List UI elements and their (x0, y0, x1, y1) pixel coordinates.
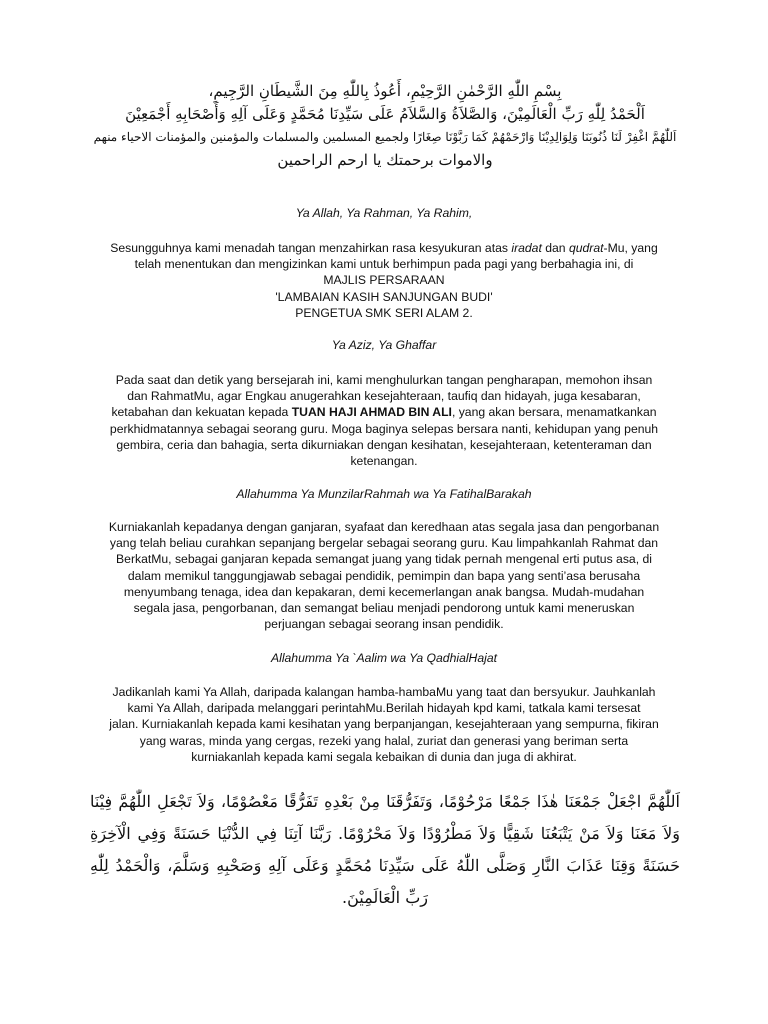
section-paragraph (90, 519, 678, 632)
text-run: -Mu, yang (603, 241, 658, 255)
text-run: dan (541, 241, 569, 255)
paragraph-line: yang telah beliau curahkan sepanjang bergelar sebagai seorang guru. Kau limpahkanlah Rahmat dan (109, 536, 659, 551)
paragraph-line: Pada saat dan detik yang bersejarah ini, kami menghulurkan tangan pengharapan, memohon ihsan (115, 373, 653, 387)
text-run: , yang akan bersara, menamatkankan (451, 405, 657, 420)
section-paragraph (90, 372, 678, 469)
paragraph-line: ketenangan. (350, 454, 418, 469)
section-paragraph (90, 684, 678, 765)
event-name: MAJLIS PERSARAAN (323, 273, 445, 288)
arabic-opening-line: اَلْحَمْدُ لِلّٰهِ رَبِّ الْعَالَمِيْنَ، وَالصَّلاَةُ وَالسَّلاَمُ عَلَى سَيِّدِنَا مُحَمَّدٍ وَعَلَى آلِهِ وَأَصْحَابِهِ أَجْمَعِيْنَ (125, 105, 645, 123)
paragraph-line (90, 404, 678, 420)
text-run: Sesungguhnya kami menadah tangan menzahirkan rasa kesyukuran atas (110, 241, 512, 255)
section-heading: Allahumma Ya MunzilarRahmah wa Ya FatihalBarakah (236, 487, 532, 501)
paragraph-line: Kurniakanlah kepadanya dengan ganjaran, syafaat dan keredhaan atas segala jasa dan pengorbanan (108, 520, 660, 534)
paragraph-line: gembira, ceria dan bahagia, serta dikurniakan dengan kesihatan, kesejahteraan, ketenteraman dan (116, 437, 652, 452)
paragraph-line: menyumbang tenaga, idea dan kepakaran, demi kecemerlangan anak bangsa. Mudah-mudahan (123, 584, 645, 599)
text-run: ketabahan dan kekuatan kepada (111, 405, 292, 420)
paragraph-line: kurniakanlah kepada kami segala kebaikan di dunia dan juga di akhirat. (191, 749, 577, 764)
paragraph-line: segala jasa, pengorbanan, dan semangat beliau menjadi pendorong untuk kami meneruskan (133, 601, 635, 616)
event-subject: PENGETUA SMK SERI ALAM 2. (295, 305, 473, 320)
arabic-opening-line: والاموات برحمتك يا ارحم الراحمين (277, 151, 493, 169)
retiree-name: TUAN HAJI AHMAD BIN ALI (291, 405, 452, 420)
paragraph-line: telah menentukan dan mengizinkan kami untuk berhimpun pada pagi yang berbahagia ini, di (134, 257, 634, 272)
paragraph-line: perjuangan sebagai seorang insan pendidik. (264, 617, 504, 632)
italic-term: qudrat (568, 241, 604, 255)
section-heading: Allahumma Ya `Aalim wa Ya QadhialHajat (270, 651, 498, 665)
arabic-closing-prayer: اَللّٰهُمَّ اجْعَلْ جَمْعَنَا هٰذَا جَمْعًا مَرْحُوْمًا، وَتَفَرُّقَنَا مِنْ بَعْدِهِ تَفَرُّقًا مَعْصُوْمًا، وَلاَ تَجْعَلِ اللّٰهُمَّ فِيْنَا وَلاَ مَعَنَا وَلاَ مَنْ يَتْبَعُنَا شَقِيًّا وَلاَ مَطْرُوْدًا وَلاَ مَحْرُوْمًا. رَبَّنَا آتِنَا فِي الدُّنْيَا حَسَنَةً وَفِي الْآخِرَةِ حَسَنَةً وَقِنَا عَذَابَ النَّارِ وَصَلَّى اللّٰهُ عَلَى سَيِّدِنَا مُحَمَّدٍ وَعَلَى آلِهِ وَصَحْبِهِ وَسَلَّمَ، وَالْحَمْدُ لِلّٰهِ رَبِّ الْعَالَمِيْنَ. (90, 792, 680, 907)
paragraph-line: perkhidmatannya sebagai seorang guru. Moga baginya selepas bersara nanti, kehidupan yang penuh (109, 421, 659, 436)
paragraph-line (90, 240, 678, 256)
section-heading: Ya Allah, Ya Rahman, Ya Rahim, (295, 206, 473, 220)
arabic-opening-line: بِسْمِ اللّٰهِ الرَّحْمٰنِ الرَّحِيْمِ، أَعُوذُ بِاللّٰهِ مِنَ الشَّيطَانِ الرَّجِيمِ، (208, 82, 562, 100)
italic-term: iradat (511, 241, 542, 255)
event-theme: 'LAMBAIAN KASIH SANJUNGAN BUDI' (275, 289, 493, 304)
paragraph-line: Jadikanlah kami Ya Allah, daripada kalangan hamba-hambaMu yang taat dan bersyukur. Jauhkanlah (112, 685, 656, 699)
paragraph-line: yang waras, minda yang cergas, rezeki yang halal, zuriat dan generasi yang beriman serta (139, 733, 629, 748)
paragraph-line: kami Ya Allah, daripada melanggari perintahMu.Berilah hidayah kpd kami, tatkala kami tersesat (127, 701, 641, 716)
paragraph-line: jalan. Kurniakanlah kepada kami kesihatan yang berpanjangan, kesejahteraan yang sempurna, fikiran (109, 717, 659, 732)
arabic-opening-line: اَللّٰهُمَّ اغْفِرْ لَنَا ذُنُوبَنَا وَلِوَالِدِيْنَا وَارْحَمْهُمْ كَمَا رَبَّوْنَا صِغَارًا ولجميع المسلمين والمسلمات والمؤمنين والمؤمنات الاحياء منهم (93, 130, 677, 144)
section-paragraph (90, 240, 678, 321)
arabic-opening-prayer (90, 80, 680, 172)
section-heading: Ya Aziz, Ya Ghaffar (331, 338, 437, 352)
paragraph-line: dalam memikul tanggungjawab sebagai pendidik, pemimpin dan bapa yang senti’asa berusaha (127, 568, 641, 583)
paragraph-line: BerkatMu, sebagai ganjaran kepada semangat juang yang tidak pernah mengenal erti putus asa, di (116, 552, 652, 567)
paragraph-line: dan RahmatMu, agar Engkau anugerahkan kesejahteraan, taufiq dan hidayah, juga kesabaran, (127, 389, 641, 404)
